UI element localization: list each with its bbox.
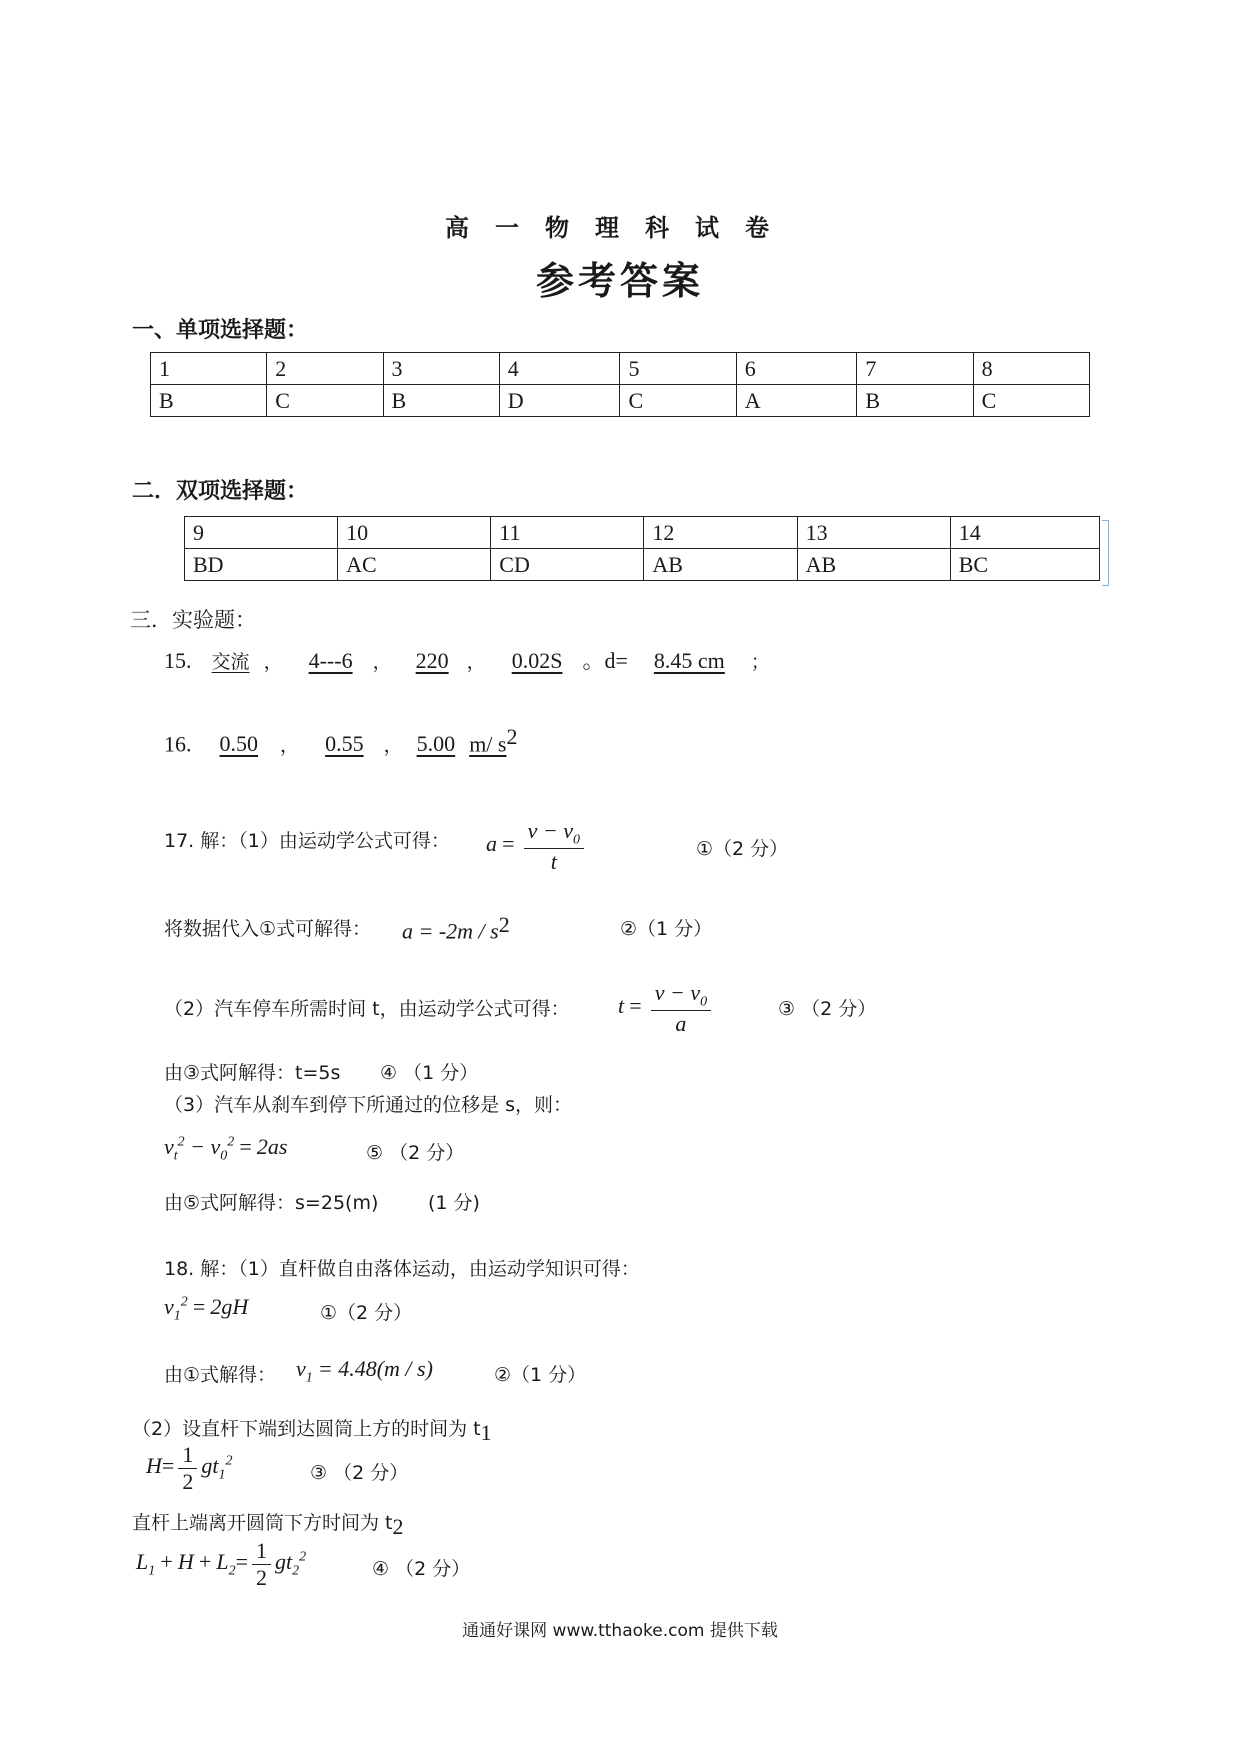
table-cell: 6 (736, 353, 857, 385)
q16-label: 16. (164, 731, 192, 757)
table-cell: D (499, 385, 620, 417)
table-row (185, 549, 1100, 581)
q17-line3: （2）汽车停车所需时间 t，由运动学公式可得： (164, 998, 570, 1020)
table-cell: 4 (499, 353, 620, 385)
q16-unit: m/ s (469, 731, 507, 757)
table-cell: B (383, 385, 499, 417)
table-cell: B (151, 385, 267, 417)
table-cell: BD (185, 549, 338, 581)
q15-line: 15. 交流 ， 4---6 ， 220 ， 0.02S 。d= 8.45 cm ； (164, 648, 770, 673)
table-cell: 9 (185, 517, 338, 549)
q18-eq4: $L_1 + H + L_2=$ $\frac{1}{2}$ $gt_2^2$ (136, 1538, 307, 1590)
q18-line3-text: （2）设直杆下端到达圆筒上方的时间为 t (132, 1418, 481, 1440)
table-cell: C (973, 385, 1089, 417)
table-cell: 11 (491, 517, 644, 549)
q16-answer-3: 5.00 (416, 731, 456, 757)
single-choice-table (150, 352, 1090, 417)
table-cell: 5 (620, 353, 736, 385)
q16-answer-2: 0.55 (325, 731, 364, 757)
q18-eq1: $v_1^2 = 2gH$ (164, 1294, 249, 1324)
q17-score1: ①（2 分） (696, 838, 789, 860)
table-resize-handle[interactable] (1102, 520, 1109, 586)
q15-d-label: 。d= (582, 648, 628, 673)
table-cell: 1 (151, 353, 267, 385)
q15-answer-3: 220 (415, 648, 449, 673)
q15-label: 15. (164, 648, 192, 673)
table-cell: 13 (797, 517, 950, 549)
q17-eq2-text: a = -2m / s (402, 918, 499, 944)
table-cell: AC (338, 549, 491, 581)
table-cell: C (267, 385, 383, 417)
q17-line5: （3）汽车从刹车到停下所通过的位移是 s，则： (164, 1094, 573, 1116)
q17-score5: ⑤ （2 分） (366, 1142, 465, 1164)
q18-eq3: H= $\frac{1}{2}$ $gt_1^2$ (146, 1442, 233, 1494)
table-cell: 2 (267, 353, 383, 385)
q16-answer-1: 0.50 (219, 731, 259, 757)
table-cell: 12 (644, 517, 797, 549)
q18-line3: （2）设直杆下端到达圆筒上方的时间为 $t_1$ (132, 1418, 492, 1445)
table-cell: 7 (857, 353, 973, 385)
answer-key-title: 参考答案 (535, 259, 704, 303)
q18-line4: 直杆上端离开圆筒下方时间为 $t_2$ (132, 1512, 404, 1539)
q17-line6: 由⑤式阿解得：s=25(m) (164, 1192, 379, 1214)
q17-score2: ②（1 分） (620, 918, 713, 940)
q18-score2: ②（1 分） (494, 1364, 587, 1386)
table-cell: 10 (338, 517, 491, 549)
section1-heading: 一、单项选择题： (132, 318, 309, 343)
table-row (151, 353, 1090, 385)
q17-line4: 由③式阿解得：t=5s (164, 1062, 341, 1084)
section2-heading: 二．双项选择题： (132, 479, 309, 504)
q15-answer-1: 交流 (211, 651, 250, 673)
table-cell: CD (491, 549, 644, 581)
table-cell: 3 (383, 353, 499, 385)
q18-eq2: $v_1 = 4.48(m / s)$ (296, 1356, 433, 1386)
q15-answer-5: 8.45 cm (653, 648, 725, 673)
table-row (151, 385, 1090, 417)
q18-line4-text: 直杆上端离开圆筒下方时间为 t (132, 1512, 393, 1534)
q17-eq1: a = $\frac{v - v_0}{t}$ (486, 818, 588, 875)
q16-line: 16. 0.50 ， 0.55 ， 5.00 m/ $s^2$ (164, 724, 518, 757)
q17-score6: (1 分) (428, 1192, 480, 1214)
q15-answer-2: 4---6 (308, 648, 353, 673)
table-cell: 14 (950, 517, 1099, 549)
q17-line2: 将数据代入①式可解得： (164, 918, 372, 940)
q18-eq2-text: = 4.48(m / s) (317, 1356, 433, 1381)
table-cell: AB (797, 549, 950, 581)
q17-eq2: $a = -2m / s^2$ (402, 912, 510, 944)
q18-line2: 由①式解得： (164, 1364, 277, 1386)
q18-score3: ③ （2 分） (310, 1462, 409, 1484)
table-cell: B (857, 385, 973, 417)
double-choice-table (184, 516, 1100, 581)
table-cell: BC (950, 549, 1099, 581)
q15-answer-4: 0.02S (511, 648, 563, 673)
q18-score1: ①（2 分） (320, 1302, 413, 1324)
table-cell: AB (644, 549, 797, 581)
table-row (185, 517, 1100, 549)
q17-intro: 17. 解：（1）由运动学公式可得： (164, 830, 450, 852)
exam-title: 高一物理科试卷 (445, 214, 795, 242)
q18-score4: ④ （2 分） (372, 1558, 471, 1580)
table-cell: A (736, 385, 857, 417)
table-cell: 8 (973, 353, 1089, 385)
q17-score3: ③ （2 分） (778, 998, 877, 1020)
footer-text: 通通好课网 www.tthaoke.com 提供下载 (462, 1621, 778, 1641)
q17-eq3: t = $\frac{v - v_0}{a}$ (618, 980, 715, 1037)
table-cell: C (620, 385, 736, 417)
section3-heading: 三．实验题： (130, 608, 256, 632)
q17-score4: ④ （1 分） (380, 1062, 479, 1084)
q17-eq5: $v_t^2 - v_0^2 = 2as$ (164, 1134, 288, 1164)
q18-intro: 18. 解：（1）直杆做自由落体运动，由运动学知识可得： (164, 1258, 640, 1280)
